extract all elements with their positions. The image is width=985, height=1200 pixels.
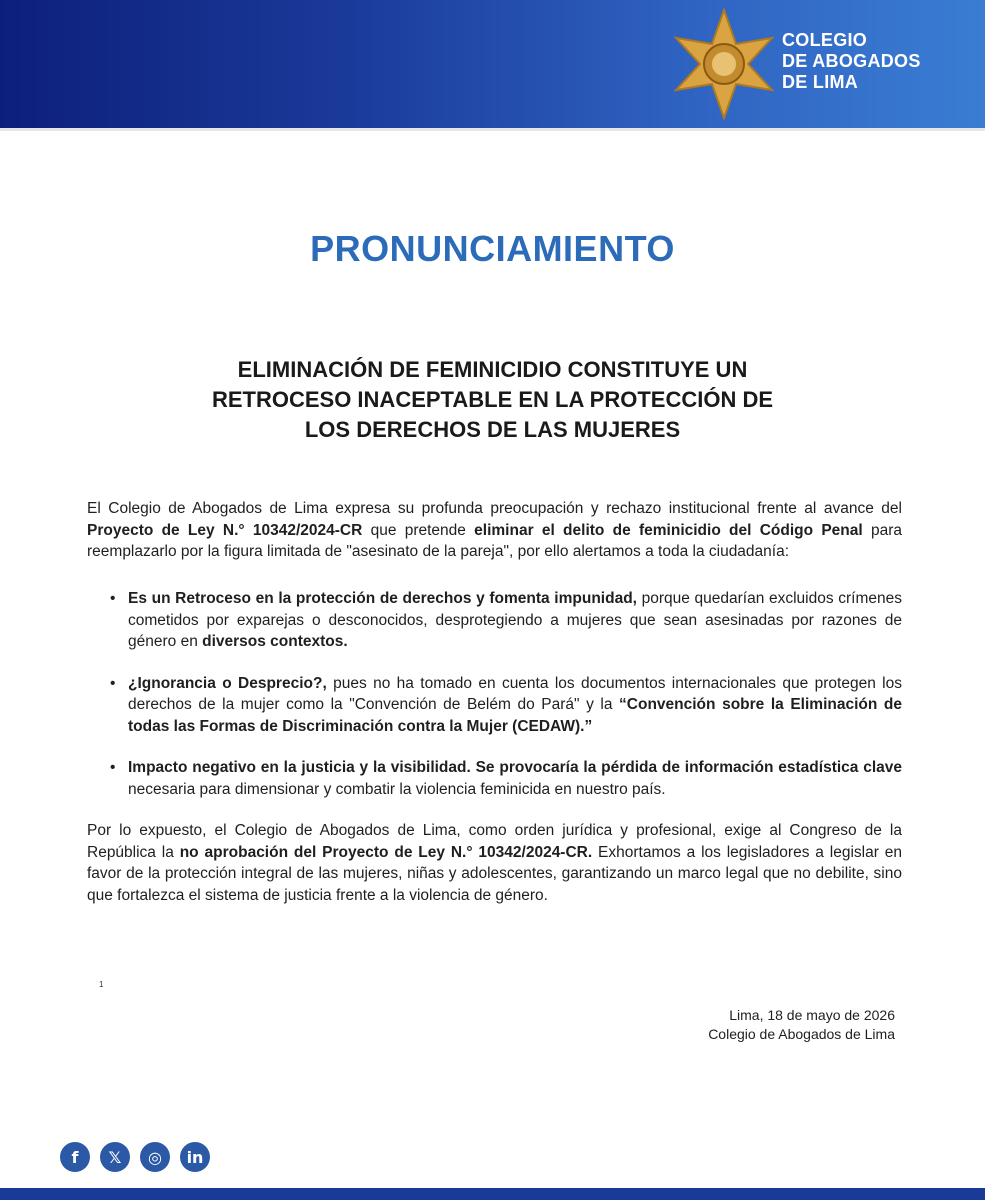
org-name-line1: COLEGIO: [782, 30, 868, 50]
bullet-bold-1: ¿Ignorancia o Desprecio?,: [128, 674, 327, 692]
bullet-list: [108, 588, 902, 820]
intro-text-2: que pretende: [362, 521, 475, 539]
document-subtitle: [140, 355, 845, 445]
bullet-text-1: porque quedarían excluidos crímenes cometidos por exparejas o desconocidos, desprotegiendo a mujeres que sean asesinadas por razones de género en: [128, 590, 902, 650]
bullet-bold-1: Es un Retroceso en la protección de derechos y fomenta impunidad,: [128, 590, 637, 607]
bullet-dot: •: [110, 674, 116, 692]
subtitle-line2: RETROCESO INACEPTABLE EN LA PROTECCIÓN DE: [211, 387, 774, 412]
intro-text-1: El Colegio de Abogados de Lima expresa su profunda preocupación y rechazo institucional frente al avance del: [87, 500, 902, 517]
footer-bar: [0, 1188, 985, 1200]
conclusion-text-2: Exhortamos a los legisladores a legislar en favor de la protección integral de las mujeres, niñas y adolescentes, garantizando un marco legal que no debilite, sino que fortalezca el sistema de justicia frente a la violencia de género.: [87, 843, 902, 904]
bullet-item: [108, 588, 902, 653]
org-name: [782, 30, 921, 93]
bullet-item: [108, 673, 902, 738]
conclusion-paragraph: [87, 820, 902, 906]
bullet-bold-1: Impacto negativo en la justicia y la visibilidad. Se provocaría la pérdida de información estadística clave: [128, 759, 902, 776]
closing-date: Lima, 18 de mayo de 2026: [729, 1007, 895, 1023]
closing-signer: Colegio de Abogados de Lima: [708, 1026, 895, 1042]
bullet-dot: •: [110, 759, 116, 776]
org-name-line2: DE ABOGADOS: [782, 51, 921, 71]
closing-signature: [708, 1006, 895, 1044]
x-icon[interactable]: 𝕏: [100, 1142, 130, 1172]
conclusion-text-1: Por lo expuesto, el Colegio de Abogados de Lima, como orden jurídica y profesional, exige al Congreso de la República la: [87, 822, 902, 861]
intro-bold-2: eliminar el delito de feminicidio del Código Penal: [474, 521, 863, 539]
org-name-line3: DE LIMA: [782, 72, 859, 92]
page-title: PRONUNCIAMIENTO: [310, 228, 675, 269]
footnote-marker: 1: [99, 980, 104, 989]
logo-star-icon: [668, 8, 780, 120]
bullet-item: [108, 757, 902, 800]
intro-bold-1: Proyecto de Ley N.° 10342/2024-CR: [87, 521, 363, 539]
bullet-text-1: pues no ha tomado en cuenta los documentos internacionales que protegen los derechos de la mujer como la "Convención de Belém do Pará" y la: [128, 674, 902, 713]
intro-paragraph: [87, 498, 902, 563]
conclusion-bold-1: no aprobación del Proyecto de Ley N.° 10342/2024-CR.: [179, 843, 593, 861]
bullet-dot: •: [110, 590, 116, 607]
bullet-text-1: necesaria para dimensionar y combatir la violencia feminicida en nuestro país.: [128, 780, 666, 798]
linkedin-icon[interactable]: in: [180, 1142, 210, 1172]
instagram-icon[interactable]: ◎: [140, 1142, 170, 1172]
facebook-icon[interactable]: f: [60, 1142, 90, 1172]
header-banner: [0, 0, 985, 131]
intro-text-3: para reemplazarlo por la figura limitada de "asesinato de la pareja", por ello alertamos a toda la ciudadanía:: [87, 521, 902, 560]
social-links: [60, 1142, 210, 1172]
bullet-bold-2: “Convención sobre la Eliminación de todas las Formas de Discriminación contra la Mujer (CEDAW).”: [128, 696, 902, 735]
subtitle-line1: ELIMINACIÓN DE FEMINICIDIO CONSTITUYE UN: [237, 357, 748, 382]
bullet-bold-2: diversos contextos.: [202, 633, 348, 650]
subtitle-line3: LOS DERECHOS DE LAS MUJERES: [304, 417, 681, 442]
